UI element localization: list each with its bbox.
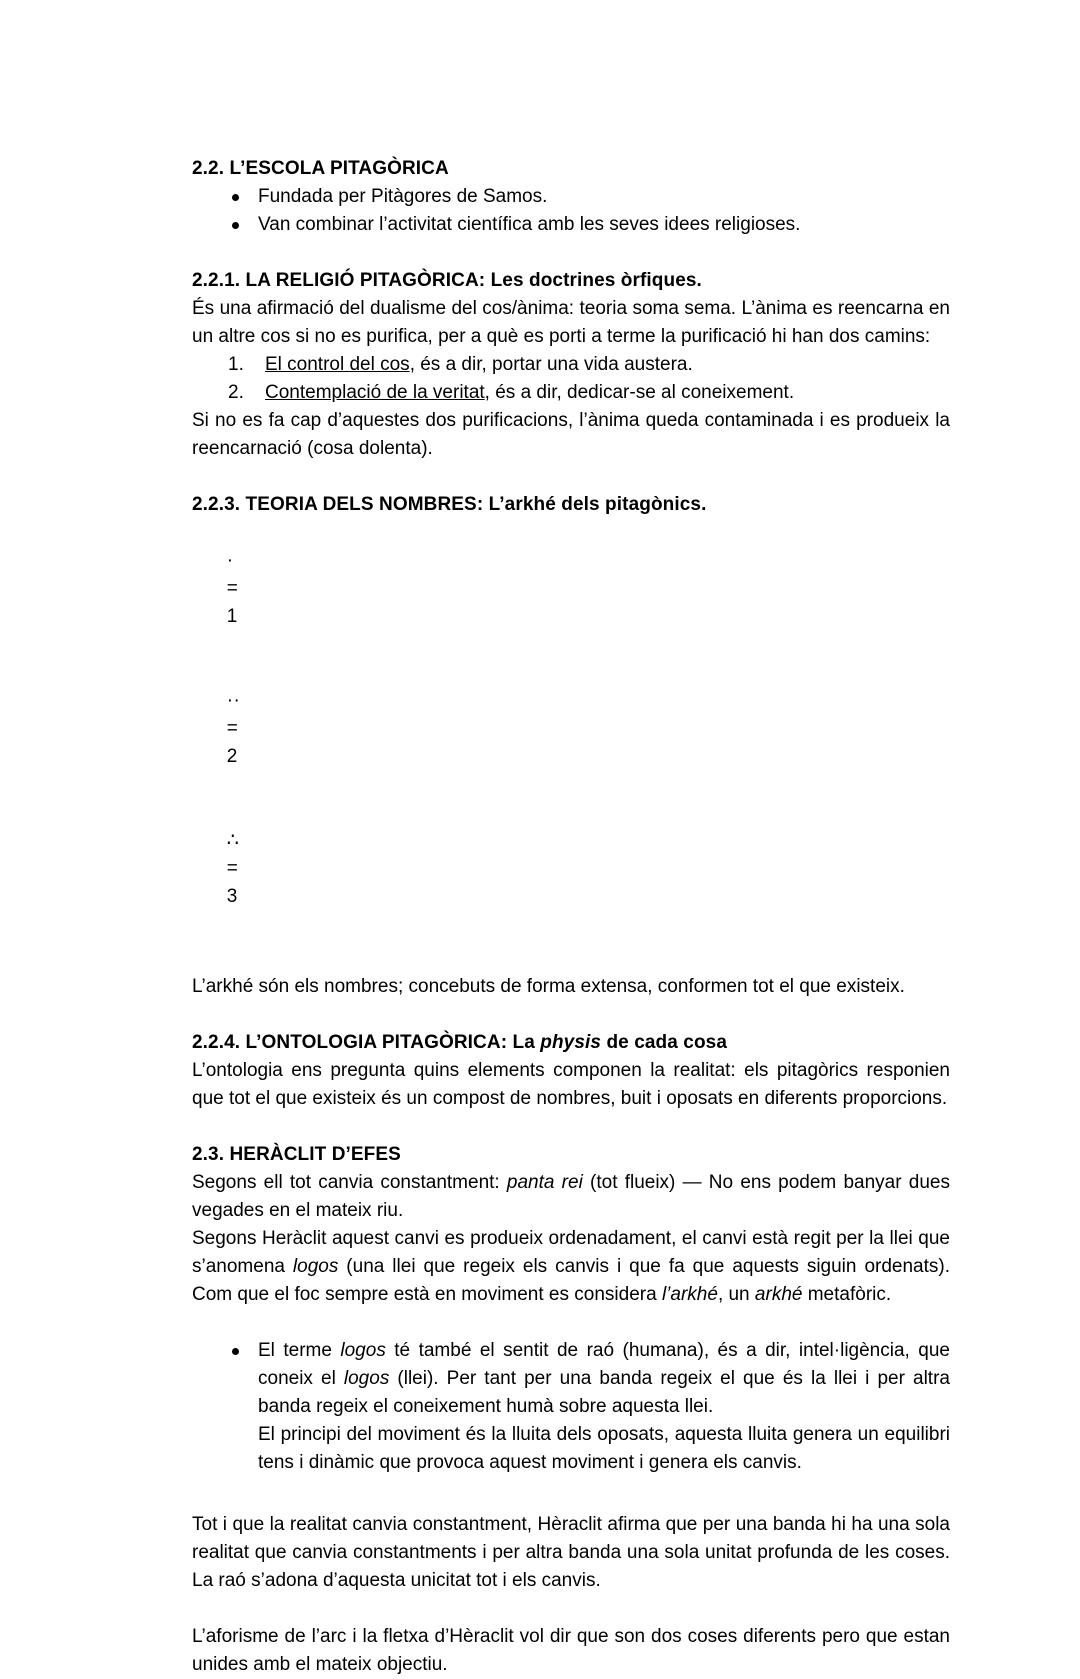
paragraph-aforisme: L’aforisme de l’arc i la fletxa d’Hèraclit vol dir que son dos coses diferents pero que estan unides amb el mateix objectiu. [192,1626,950,1675]
segment-text: metafòric. [802,1284,892,1305]
spacer [192,239,950,267]
dot-value: 1 [226,606,238,627]
heading-part-before: 2.2.4. L’ONTOLOGIA PITAGÒRICA: La [192,1032,541,1053]
dot-value: 2 [226,746,238,767]
equals-sign: = [226,858,239,879]
segment-text: (tot flueix) — No ens podem banyar dues vegades en el mateix riu. [192,1172,950,1221]
numbered-list-camins [192,351,950,407]
bullet-text: Fundada per Pitàgores de Samos. [258,186,548,207]
list-item [192,351,950,379]
dot-notation-line-2 [192,659,950,799]
segment-text: té també el sentit de raó (humana), és a dir, intel·ligència, que coneix el [258,1340,950,1389]
segment-italic: logos [343,1368,390,1389]
paragraph-panta-rei [192,1169,950,1225]
dot-value: 3 [226,886,238,907]
paragraph-unitat: Tot i que la realitat canvia constantment, Hèraclit afirma que per una banda hi ha una sola realitat que canvia constantments i per altra banda una sola unitat profunda de les coses. La raó s’adona d’aquesta unicitat tot i els canvis. [192,1514,950,1591]
segment-text: , un [717,1284,755,1305]
segment-italic: l’arkhé [661,1284,718,1305]
list-item [192,379,950,407]
bullet-text: Van combinar l’activitat científica amb les seves idees religioses. [258,214,801,235]
dot-glyph: ∴ [226,830,240,851]
spacer [192,939,950,973]
spacer [192,1001,950,1029]
segment-italic: logos [292,1256,339,1277]
dot-glyph: · [226,550,234,571]
equals-sign: = [226,718,239,739]
bullet-list-escola [192,183,950,239]
heading-2-2: 2.2. L’ESCOLA PITAGÒRICA [192,158,449,179]
bullet-list-logos [192,1337,950,1477]
paragraph-religio: És una afirmació del dualisme del cos/ànima: teoria soma sema. L’ànima es reencarna en un altre cos si no es purifica, per a què es porti a terme la purificació hi han dos camins: [192,298,950,347]
list-item [192,1337,950,1477]
spacer [192,1309,950,1337]
segment-text: Segons ell tot canvia constantment: [192,1172,507,1193]
segment-text: Segons Heràclit aquest canvi es produeix ordenadament, el canvi està regit per la llei que s’anomena [192,1228,950,1277]
segment-text: El terme [258,1340,341,1361]
spacer [192,1113,950,1141]
paragraph-arkhe-nombres: L’arkhé són els nombres; concebuts de forma extensa, conformen tot el que existeix. [192,976,905,997]
paragraph-ontologia: L’ontologia ens pregunta quins elements componen la realitat: els pitagòrics responien que tot el que existeix és un compost de nombres, buit i oposats en diferents proporcions. [192,1060,950,1109]
dot-glyph: ·· [226,690,241,711]
segment-text: (llei). Per tant per una banda regeix el que és la llei i per altra banda regeix el coneixement humà sobre aquesta llei. [258,1368,950,1417]
heading-2-2-3: 2.2.3. TEORIA DELS NOMBRES: L’arkhé dels pitagònics. [192,494,707,515]
list-item-rest: , és a dir, dedicar-se al coneixement. [484,382,795,403]
document-body [192,155,950,1679]
paragraph-logos-llei [192,1225,950,1309]
bullet-subparagraph: El principi del moviment és la lluita dels oposats, aquesta lluita genera un equilibri tens i dinàmic que provoca aquest moviment i genera els canvis. [258,1424,950,1473]
heading-part-after: de cada cosa [601,1032,727,1053]
heading-part-italic: physis [540,1032,602,1053]
list-item [192,211,950,239]
list-item-underlined-term: El control del cos [265,354,410,375]
segment-italic: logos [340,1340,386,1361]
heading-2-3: 2.3. HERÀCLIT D’EFES [192,1144,401,1165]
paragraph-purificacions: Si no es fa cap d’aquestes dos purificacions, l’ànima queda contaminada i es produeix la reencarnació (cosa dolenta). [192,410,950,459]
equals-sign: = [226,578,239,599]
list-item-underlined-term: Contemplació de la veritat [265,382,485,403]
list-item [192,183,950,211]
list-item-rest: , és a dir, portar una vida austera. [409,354,693,375]
spacer [192,463,950,491]
spacer [192,1477,950,1511]
dot-notation-line-1 [192,519,950,659]
heading-2-2-1: 2.2.1. LA RELIGIÓ PITAGÒRICA: Les doctrines òrfiques. [192,270,702,291]
spacer [192,1595,950,1623]
segment-italic: arkhé [754,1284,803,1305]
segment-italic: panta rei [506,1172,583,1193]
dot-notation-line-3 [192,799,950,939]
heading-2-2-4 [192,1029,950,1057]
segment-text: (una llei que regeix els canvis i que fa que aquests siguin ordenats). Com que el foc sempre està en moviment es considera [192,1256,950,1305]
